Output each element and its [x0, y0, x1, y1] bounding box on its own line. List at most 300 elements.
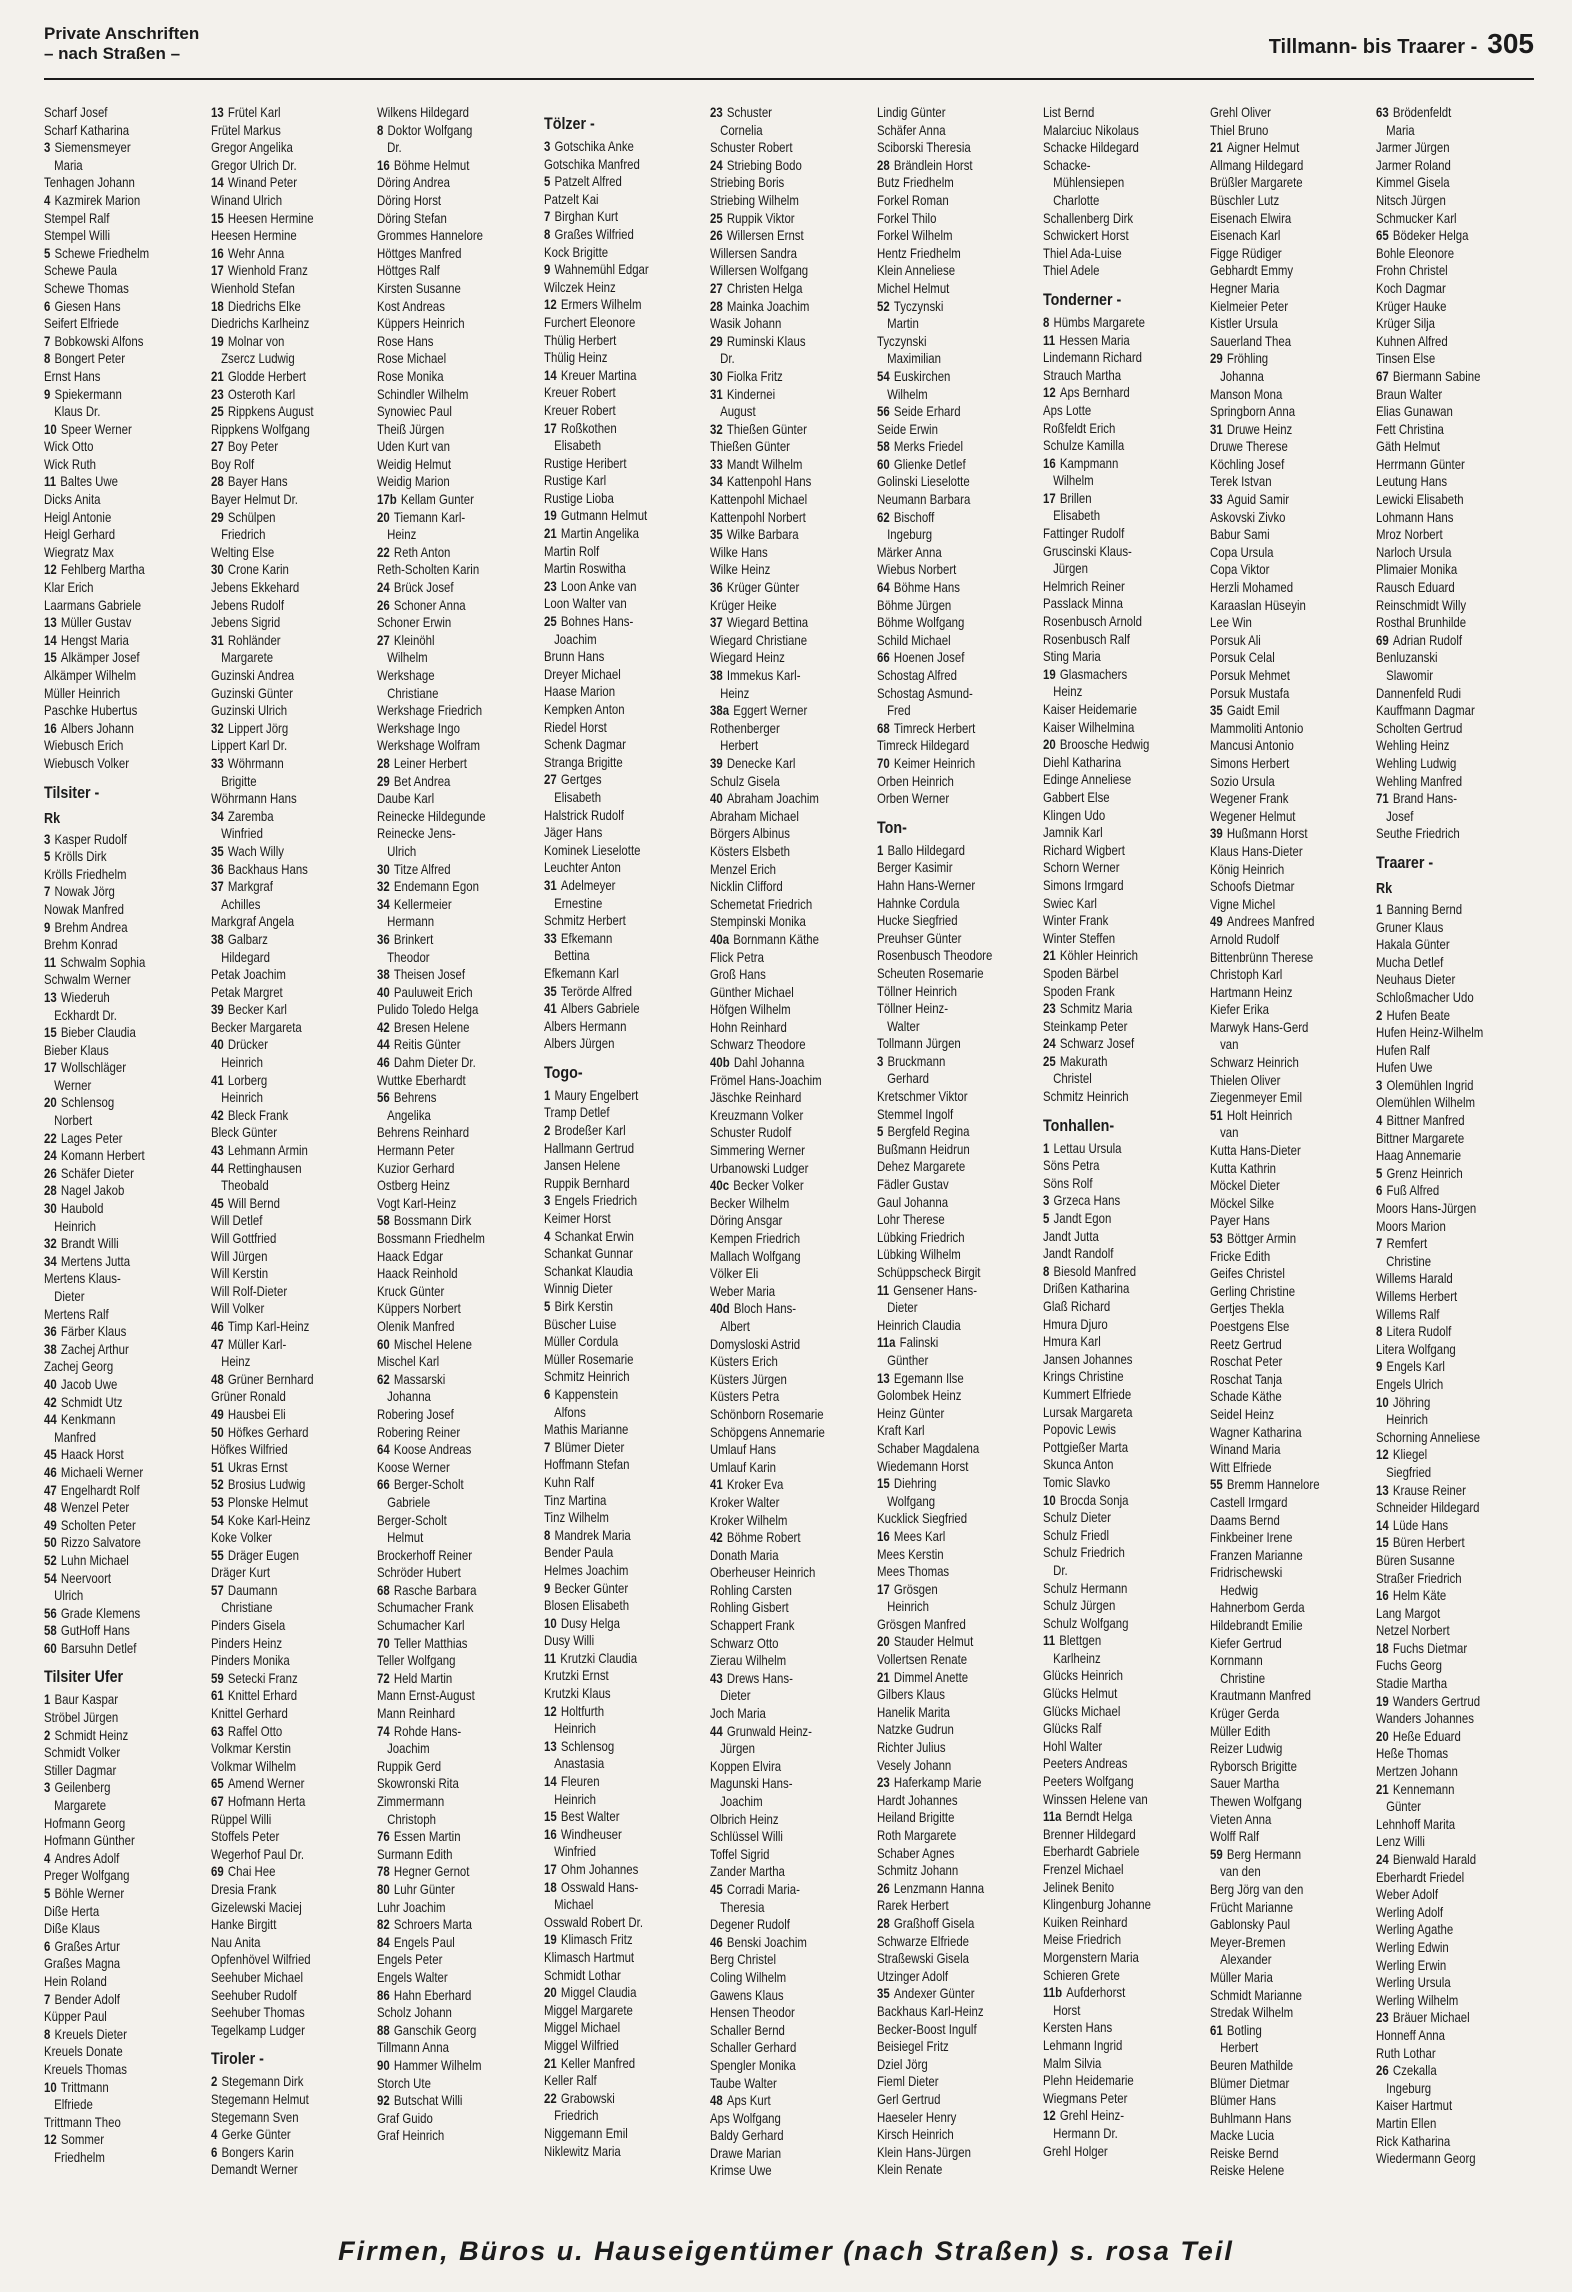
resident-name: Kenkmann [60, 1412, 116, 1428]
list-item [710, 438, 844, 456]
resident-name: Schmitz Heinrich [543, 1369, 630, 1385]
house-number: 21 [210, 368, 224, 384]
entry-continuation: Heinz [387, 527, 417, 543]
list-item [1376, 1710, 1510, 1728]
resident-name: Neumann Barbara [876, 492, 970, 508]
list-item [1376, 1235, 1510, 1253]
list-item [1043, 1245, 1177, 1263]
entry-continuation: Alfons [553, 1404, 586, 1420]
resident-name: Kirsten Susanne [377, 280, 461, 296]
page-number: 305 [1487, 28, 1534, 59]
list-item [710, 1582, 844, 1600]
list-item [1043, 367, 1177, 385]
resident-name: Böhme Jürgen [876, 597, 951, 613]
resident-name: Fädler Gustav [876, 1177, 949, 1193]
house-number: 1 [1376, 901, 1383, 917]
resident-name: Immekus Karl- [726, 668, 801, 683]
list-item [44, 1622, 178, 1640]
house-number: 35 [876, 1986, 890, 2002]
house-number: 63 [210, 1723, 224, 1739]
resident-name: Thießen Günter [710, 439, 790, 455]
list-item [1376, 1657, 1510, 1675]
list-item [211, 1758, 345, 1776]
resident-name: Teller Wolfgang [377, 1653, 456, 1669]
resident-name: Albers Johann [60, 720, 134, 736]
list-item [211, 2126, 345, 2144]
resident-name: Glücks Heinrich [1043, 1668, 1123, 1684]
resident-name: Seuthe Friedrich [1376, 826, 1460, 842]
resident-name: Rohling Gisbert [710, 1600, 789, 1616]
resident-name: Dräger Kurt [210, 1565, 270, 1581]
list-item [211, 632, 345, 650]
list-item [1210, 298, 1344, 316]
house-number: 44 [377, 1037, 390, 1053]
resident-name: Engelhardt Rolf [60, 1482, 140, 1498]
house-number: 11 [44, 954, 57, 970]
house-number: 16 [543, 1826, 557, 1842]
resident-name: Wick Otto [44, 439, 94, 455]
resident-name: Peeters Wolfgang [1043, 1774, 1134, 1790]
list-item [1043, 1386, 1177, 1404]
resident-name: Becker-Boost Ingulf [876, 2021, 977, 2037]
directory-column [211, 104, 345, 2214]
resident-name: Küsters Erich [710, 1354, 778, 1370]
list-item [211, 1617, 345, 1635]
resident-name: Hegner Maria [1209, 280, 1279, 296]
list-item [1043, 122, 1177, 140]
resident-name: Schacke Hildegard [1043, 140, 1139, 156]
list-item [1210, 438, 1344, 456]
resident-name: Grunwald Heinz- [726, 1723, 812, 1739]
resident-name: Schulze Kamilla [1043, 438, 1125, 454]
resident-name: Opfenhövel Wilfried [210, 1952, 311, 1968]
list-item [877, 1669, 1011, 1687]
resident-name: Färber Klaus [60, 1324, 127, 1340]
list-item [710, 1934, 844, 1952]
list-item [710, 1019, 844, 1037]
resident-name: Demandt Werner [210, 2162, 298, 2178]
resident-name: Jandt Jutta [1043, 1228, 1099, 1244]
list-item [1210, 755, 1344, 773]
house-number: 16 [44, 720, 57, 736]
list-item [1376, 1394, 1510, 1412]
resident-name: Titze Alfred [393, 861, 451, 877]
list-item [710, 913, 844, 931]
list-item [377, 667, 511, 685]
resident-name: Schwarze Elfriede [876, 1933, 969, 1949]
list-item [1043, 1474, 1177, 1492]
list-item [1210, 720, 1344, 738]
list-item [44, 1517, 178, 1535]
house-number: 21 [1043, 948, 1056, 964]
resident-name: Mandt Wilhelm [726, 456, 803, 472]
resident-name: Stiller Dagmar [44, 1762, 117, 1778]
list-item [544, 1738, 678, 1756]
resident-name: Haack Edgar [377, 1248, 444, 1264]
house-number: 2 [210, 2074, 217, 2090]
list-item [211, 1775, 345, 1793]
resident-name: Bleck Günter [210, 1125, 277, 1141]
house-number: 13 [44, 615, 57, 631]
resident-name: Jebens Sigrid [210, 615, 280, 631]
resident-name: Diedrichs Karlheinz [210, 316, 309, 332]
list-item [1043, 490, 1177, 508]
resident-name: Aps Lotte [1043, 402, 1092, 418]
resident-name: Morgenstern Maria [1043, 1949, 1139, 1965]
list-item [1376, 1200, 1510, 1218]
resident-name: Reitis Günter [393, 1037, 461, 1053]
list-item [1376, 1781, 1510, 1799]
resident-name: Will Bernd [227, 1195, 280, 1211]
resident-name: Loon Walter van [543, 596, 627, 612]
list-item [877, 1704, 1011, 1722]
resident-name: Grösgen [893, 1581, 938, 1597]
resident-name: Honneff Anna [1376, 2027, 1445, 2043]
resident-name: Egemann Ilse [893, 1370, 964, 1386]
resident-name: Holtfurth [560, 1703, 604, 1719]
resident-name: Arnold Rudolf [1209, 931, 1279, 947]
house-number: 46 [710, 1934, 723, 1950]
house-number: 3 [1043, 1193, 1050, 1209]
resident-name: Mees Karl [893, 1528, 945, 1544]
resident-name: Tegelkamp Ludger [210, 2022, 305, 2038]
list-item [544, 1140, 678, 1158]
list-item [1210, 104, 1344, 122]
resident-name: Schmitz Maria [1059, 1001, 1133, 1017]
resident-name: Tyczynski [876, 333, 926, 349]
resident-name: Manson Mona [1209, 386, 1282, 402]
resident-name: Willems Harald [1376, 1271, 1453, 1287]
list-item [544, 138, 678, 156]
resident-name: Stempinski Monika [710, 914, 806, 930]
resident-name: Wilkens Hildegard [377, 105, 470, 120]
resident-name: Halstrick Rudolf [543, 807, 624, 823]
list-item [211, 579, 345, 597]
house-number: 42 [377, 1019, 390, 1035]
resident-name: Glücks Michael [1043, 1703, 1121, 1719]
list-item [44, 262, 178, 280]
list-item [1043, 402, 1177, 420]
resident-name: Held Martin [393, 1670, 453, 1686]
resident-name: Alkämper Wilhelm [44, 668, 137, 683]
house-number: 70 [876, 755, 890, 771]
house-number: 8 [543, 1527, 550, 1543]
resident-name: Gablonsky Paul [1209, 1917, 1290, 1933]
list-item [1043, 1843, 1177, 1861]
list-item [44, 122, 178, 140]
resident-name: Bußmann Heidrun [876, 1141, 970, 1157]
resident-name: Euskirchen [893, 368, 950, 384]
list-item [1210, 1142, 1344, 1160]
list-item [1376, 901, 1510, 919]
section-title-line2: – nach Straßen – [44, 44, 181, 63]
list-item [1210, 1599, 1344, 1617]
resident-name: Büren Herbert [1392, 1535, 1465, 1551]
list-item [544, 560, 678, 578]
resident-name: Hofmann Georg [44, 1815, 126, 1831]
list-item [44, 1867, 178, 1885]
resident-name: Olbrich Heinz [710, 1811, 779, 1827]
resident-name: Jarmer Jürgen [1376, 140, 1450, 156]
house-number: 84 [377, 1934, 390, 1950]
resident-name: Scholten Peter [60, 1517, 136, 1533]
resident-name: Rustige Lioba [543, 490, 614, 506]
resident-name: Schwarz Josef [1059, 1036, 1135, 1052]
resident-name: Jamnik Karl [1043, 825, 1103, 841]
list-item [377, 1687, 511, 1705]
list-item [877, 649, 1011, 667]
list-item [1376, 1499, 1510, 1517]
resident-name: Kreuer Robert [543, 385, 616, 401]
house-number: 21 [543, 526, 557, 542]
resident-name: Hartmann Heinz [1209, 984, 1293, 1000]
resident-name: Küsters Petra [710, 1389, 780, 1405]
house-number: 11 [1043, 1633, 1056, 1649]
list-item [710, 1371, 844, 1389]
resident-name: Klimasch Hartmut [543, 1949, 634, 1965]
entry-continuation: Christel [1053, 1071, 1092, 1087]
resident-name: Vigne Michel [1209, 896, 1275, 912]
house-number: 12 [44, 2132, 57, 2148]
list-item [211, 473, 345, 491]
house-number: 8 [44, 2026, 51, 2042]
resident-name: Drißen Katharina [1043, 1281, 1130, 1297]
list-item [710, 2022, 844, 2040]
list-item [1376, 971, 1510, 989]
list-item [377, 298, 511, 316]
list-item [710, 2092, 844, 2110]
resident-name: Wolff Ralf [1209, 1829, 1259, 1845]
list-item [710, 298, 844, 316]
list-item [1043, 227, 1177, 245]
house-number: 42 [44, 1394, 57, 1410]
list-item [1210, 1687, 1344, 1705]
list-item [877, 1774, 1011, 1792]
resident-name: Osteroth Karl [227, 386, 295, 402]
resident-name: Guzinski Andrea [210, 668, 294, 683]
list-item [877, 1229, 1011, 1247]
list-item [211, 298, 345, 316]
resident-name: Pinders Heinz [210, 1635, 282, 1651]
list-item [377, 1635, 511, 1653]
house-number: 27 [543, 772, 557, 788]
list-item [1043, 736, 1177, 754]
entry-continuation: Herbert [1219, 2040, 1258, 2056]
list-item [544, 877, 678, 895]
house-number: 19 [210, 333, 224, 349]
resident-name: Klein Anneliese [876, 263, 955, 279]
list-item [1210, 1758, 1344, 1776]
list-item [877, 438, 1011, 456]
resident-name: Jöhring [1392, 1394, 1431, 1410]
list-item [211, 2073, 345, 2091]
list-item [877, 1616, 1011, 1634]
house-number: 54 [876, 368, 890, 384]
entry-continuation: Friedrich [220, 527, 265, 543]
resident-name: Schwarz Otto [710, 1635, 779, 1651]
resident-name: Seifert Elfriede [44, 316, 119, 332]
list-item [44, 579, 178, 597]
resident-name: Kattenpohl Hans [726, 474, 812, 490]
resident-name: Stegemann Sven [210, 2109, 299, 2125]
resident-name: Gawens Klaus [710, 1987, 784, 2003]
resident-name: Klein Renate [876, 2162, 942, 2178]
list-item [44, 649, 178, 667]
list-item [544, 771, 678, 789]
entry-continuation: Hermann [387, 914, 435, 930]
directory-column [1376, 104, 1510, 2214]
list-item [211, 1740, 345, 1758]
resident-name: Jandt Egon [1053, 1211, 1112, 1227]
list-item [1376, 614, 1510, 632]
list-item [377, 1019, 511, 1037]
house-number: 23 [210, 386, 224, 402]
list-item [1043, 895, 1177, 913]
resident-name: Kielmeier Peter [1209, 298, 1288, 314]
house-number: 2 [543, 1123, 550, 1139]
list-item [544, 1509, 678, 1527]
resident-name: Aps Wolfgang [710, 2110, 781, 2126]
list-item [544, 1615, 678, 1633]
list-item [1043, 139, 1177, 157]
house-number: 49 [210, 1406, 224, 1422]
list-item [211, 1336, 345, 1354]
list-item [877, 930, 1011, 948]
resident-name: Mann Reinhard [377, 1706, 456, 1722]
resident-name: Krimse Uwe [710, 2163, 772, 2179]
resident-name: Koose Werner [377, 1459, 450, 1475]
resident-name: Schmidt Lothar [543, 1967, 621, 1983]
resident-name: Efkemann [560, 930, 612, 946]
list-item [1376, 1376, 1510, 1394]
list-item [877, 2056, 1011, 2074]
house-number: 40 [710, 791, 723, 807]
resident-name: Ruppik Gerd [377, 1758, 442, 1774]
resident-name: Koose Andreas [393, 1442, 472, 1458]
resident-name: Hmura Djuro [1043, 1316, 1108, 1332]
list-item [710, 773, 844, 791]
resident-name: Daams Bernd [1209, 1512, 1280, 1528]
list-item [877, 755, 1011, 773]
entry-continuation: Hildegard [220, 949, 270, 965]
directory-column [877, 104, 1011, 2214]
list-item [1376, 2150, 1510, 2168]
resident-name: Leuchter Anton [543, 860, 621, 876]
list-item [877, 1141, 1011, 1159]
resident-name: Kirsch Heinrich [876, 2127, 954, 2143]
list-item [877, 192, 1011, 210]
house-number: 26 [1376, 2063, 1389, 2079]
resident-name: Döring Stefan [377, 210, 447, 226]
entry-continuation: Elfriede [54, 2097, 93, 2113]
resident-name: Lursak Margareta [1043, 1404, 1133, 1420]
list-item [211, 984, 345, 1002]
resident-name: Reetz Gertrud [1209, 1336, 1282, 1352]
house-number: 13 [1376, 1482, 1389, 1498]
list-item [710, 1846, 844, 1864]
house-number: 40a [710, 931, 730, 947]
list-item [544, 1368, 678, 1386]
entry-continuation: Albert [720, 1318, 750, 1334]
resident-name: Uden Kurt van [377, 439, 451, 455]
resident-name: Markgraf Angela [210, 914, 294, 930]
house-number: 60 [876, 456, 890, 472]
resident-name: Schaller Gerhard [710, 2040, 797, 2056]
house-number: 13 [543, 1738, 557, 1754]
entry-continuation: Günter [1386, 1799, 1421, 1815]
resident-name: Schoofs Dietmar [1209, 879, 1294, 895]
list-item [44, 1482, 178, 1500]
house-number: 26 [710, 228, 723, 244]
list-item [1376, 1816, 1510, 1834]
house-number: 68 [876, 720, 890, 736]
list-item [710, 1036, 844, 1054]
list-item [1376, 386, 1510, 404]
resident-name: Pinders Monika [210, 1653, 290, 1669]
list-item [710, 790, 844, 808]
list-item [1376, 280, 1510, 298]
list-item [710, 509, 844, 527]
list-item [1210, 1547, 1344, 1565]
house-number: 2 [1376, 1007, 1383, 1023]
house-number: 40 [44, 1376, 57, 1392]
list-item [377, 1336, 511, 1354]
resident-name: Lorberg [227, 1072, 267, 1088]
resident-name: Bloch Hans- [733, 1301, 797, 1317]
list-item [211, 421, 345, 439]
list-item [1210, 1072, 1344, 1090]
list-item [877, 473, 1011, 491]
list-item [211, 104, 345, 122]
house-number: 39 [710, 755, 723, 771]
resident-name: Schneider Hildegard [1376, 1500, 1480, 1516]
resident-name: Werling Adolf [1376, 1904, 1444, 1920]
list-item [1210, 262, 1344, 280]
house-number: 35 [210, 843, 224, 859]
list-item [877, 1088, 1011, 1106]
house-number: 28 [210, 474, 224, 490]
list-item [1043, 771, 1177, 789]
list-item [710, 2145, 844, 2163]
resident-name: Wenzel Peter [60, 1500, 130, 1516]
resident-name: Hufen Beate [1386, 1007, 1451, 1023]
list-item [1043, 1703, 1177, 1721]
list-item [1376, 2133, 1510, 2151]
resident-name: Gotschika Manfred [543, 156, 640, 172]
resident-name: Lee Win [1209, 615, 1252, 631]
list-item [44, 2026, 178, 2044]
list-item [877, 1985, 1011, 2003]
resident-name: Wöhrmann Hans [210, 791, 297, 807]
resident-name: Kliegel [1392, 1447, 1428, 1463]
entry-continuation: Heinrich [553, 1721, 596, 1737]
list-item [211, 509, 345, 527]
resident-name: Scharf Josef [44, 105, 108, 120]
list-item [877, 1176, 1011, 1194]
list-item [211, 1230, 345, 1248]
list-item [877, 1458, 1011, 1476]
resident-name: Fattinger Rudolf [1043, 526, 1125, 542]
resident-name: Schewe Paula [44, 263, 118, 279]
resident-name: Schaber Magdalena [876, 1440, 979, 1456]
resident-name: Rizzo Salvatore [60, 1535, 141, 1551]
entry-continuation: Horst [1053, 2002, 1081, 2018]
list-item [211, 1846, 345, 1864]
list-item [211, 1441, 345, 1459]
list-item [544, 244, 678, 262]
list-item [1043, 210, 1177, 228]
house-number: 52 [44, 1552, 57, 1568]
